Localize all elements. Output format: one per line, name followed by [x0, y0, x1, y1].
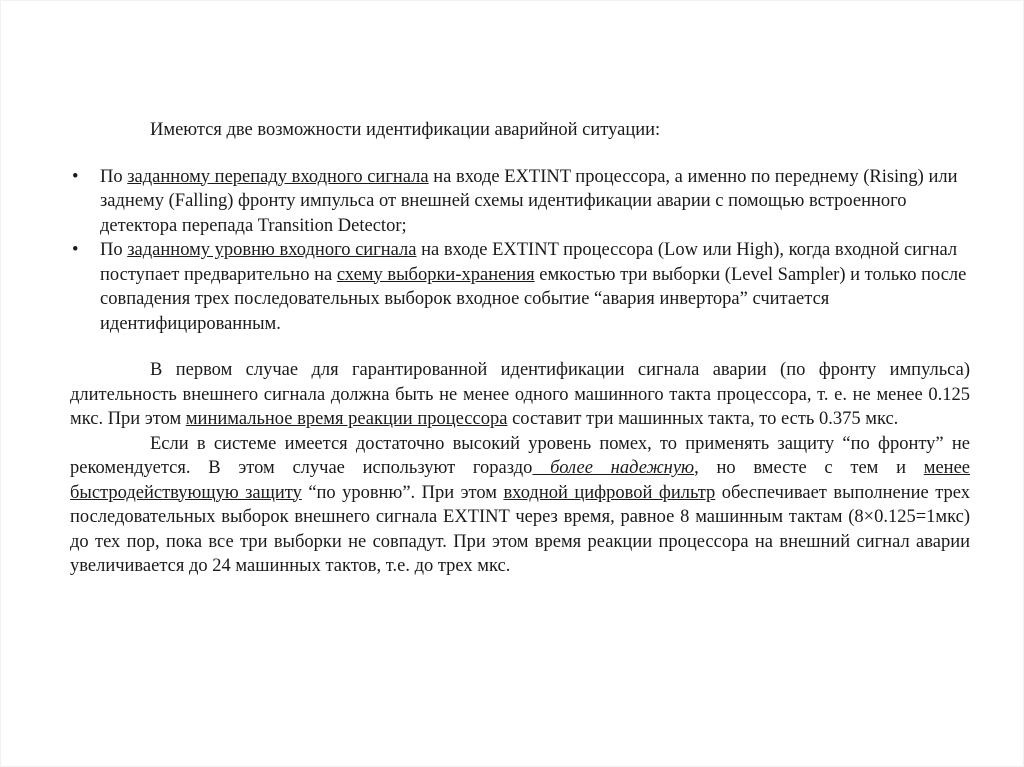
paragraph-text: В первом случае для гарантированной идентификации сигнала аварии (по фронту импульса) длительность внешнего сигнала должна быть не менее одного машинного такта процессора, т. е. не менее 0.125 мкс. При этом	[70, 360, 970, 429]
paragraph-text: составит три машинных такта, то есть 0.375 мкс.	[507, 409, 899, 429]
paragraph-text: Если в системе имеется достаточно высокий уровень помех, то применять защиту “по фронту” не рекомендуется. В этом случае используют гораздо	[70, 433, 970, 478]
bullet-text: По	[100, 240, 128, 260]
bullet-list	[70, 165, 970, 337]
bullet-text: емкостью три выборки (Level Sampler) и только после совпадения трех последовательных выборок входное событие “авария инвертора” считается идентифицированным.	[100, 264, 967, 334]
underlined-term: входной цифровой фильтр	[503, 482, 716, 503]
bullet-text: По	[100, 166, 128, 187]
paragraph-text: “по уровню”. При этом	[301, 482, 504, 503]
bullet-icon: •	[72, 166, 79, 187]
underlined-term: заданному перепаду входного сигнала	[127, 166, 429, 187]
paragraph-text: обеспечивает выполнение трех последовательных выборок внешнего сигнала EXTINT через время, равное 8 машинным тактам (8×0.125=1мкс) до тех пор, пока все три выборки не совпадут. При этом время реакции процессора на внешний сигнал аварии увеличивается до 24 машинных тактов, т.е. до трех мкс.	[70, 482, 970, 576]
intro-text: Имеются две возможности идентификации аварийной ситуации:	[150, 120, 661, 140]
underlined-term: заданному уровню входного сигнала	[127, 240, 417, 260]
bullet-item-edge	[70, 165, 970, 239]
underlined-term: схему выборки-хранения	[336, 264, 535, 285]
underlined-term: минимальное время реакции процессора	[185, 409, 508, 429]
underlined-italic-term: более надежную	[532, 458, 695, 478]
underlined-term: менее быстродействующую защиту	[70, 458, 971, 503]
bullet-text: на входе EXTINT процессора (Low или High), когда входной сигнал поступает предварительно на	[100, 240, 958, 285]
bullet-item-level	[70, 238, 970, 336]
document-body	[70, 118, 970, 579]
paragraph-edge-case	[70, 358, 970, 432]
paragraph-text: , но вместе с тем и	[694, 458, 924, 478]
paragraph-noise-case	[70, 432, 970, 579]
bullet-text: на входе EXTINT процессора, а именно по переднему (Rising) или заднему (Falling) фронту импульса от внешней схемы идентификации аварии с помощью встроенного детектора перепада Transition Detector;	[100, 166, 958, 236]
bullet-icon: •	[72, 240, 79, 260]
